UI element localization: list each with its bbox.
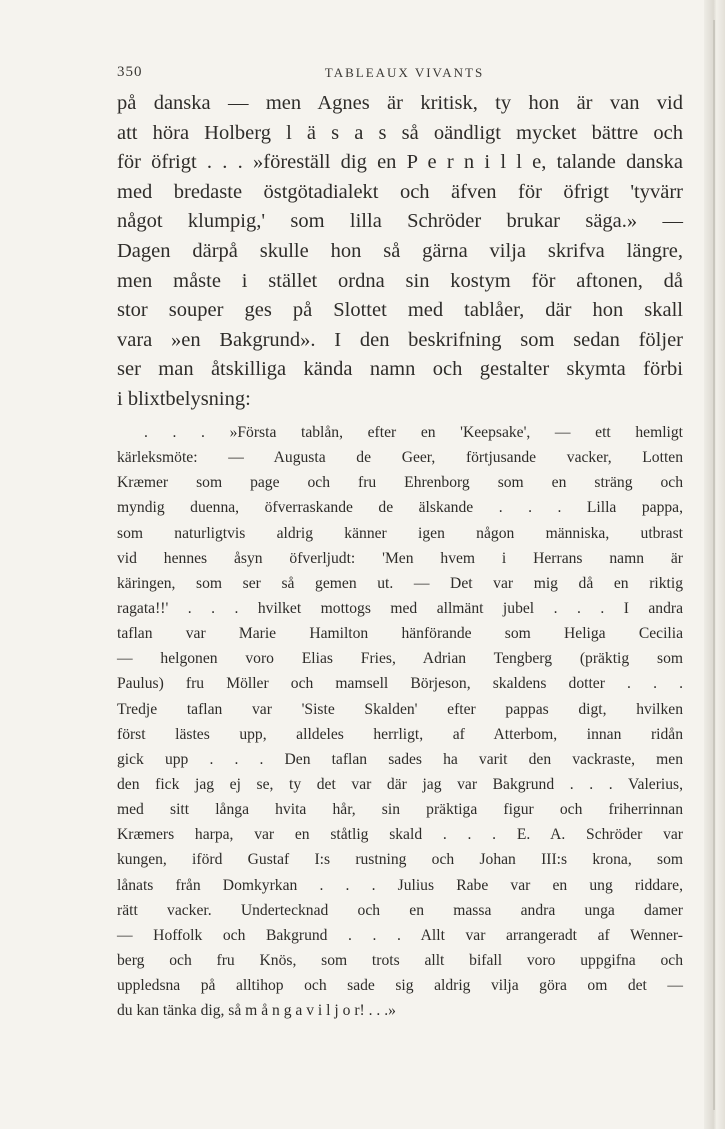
page-header [117,64,680,84]
text-line: vara »en Bakgrund». I den beskrifning som sedan följer [117,328,683,351]
text-line: att höra Holberg l ä s a s så oändligt mycket bättre och [117,121,683,144]
text-line: på danska — men Agnes är kritisk, ty hon är van vid [117,92,683,114]
quote-line: uppledsna på alltihop och sade sig aldrig vilja göra om det — [117,977,683,995]
quote-line: du kan tänka dig, så m å n g a v i l j o r! . . .» [117,1002,396,1020]
quote-line: kungen, iförd Gustaf I:s rustning och Johan III:s krona, som [117,851,683,869]
quote-line: den fick jag ej se, ty det var där jag var Bakgrund . . . Valerius, [117,775,683,793]
quote-line: Kræmers harpa, var en ståtlig skald . . . E. A. Schröder var [117,826,683,844]
quote-line: med sitt långa hvita hår, sin präktiga figur och friherrinnan [117,801,683,819]
page-edge-line [713,20,715,1110]
quote-line: berg och fru Knös, som trots allt bifall voro uppgifna och [117,951,683,969]
quote-line: gick upp . . . Den taflan sades ha varit den vackraste, men [117,750,683,768]
text-line: Dagen därpå skulle hon så gärna vilja skrifva längre, [117,239,683,262]
text-line: i blixtbelysning: [117,387,251,410]
quote-line: — Hoffolk och Bakgrund . . . Allt var arrangeradt af Wenner- [117,926,683,944]
quote-line: Tredje taflan var 'Siste Skalden' efter pappas digt, hvilken [117,700,683,718]
quote-line: som naturligtvis aldrig känner igen någon människa, utbrast [117,524,683,542]
quote-line: Kræmer som page och fru Ehrenborg som en sträng och [117,474,683,492]
quote-line: ragata!!' . . . hvilket mottogs med allmänt jubel . . . I andra [117,599,683,617]
quoted-letter [117,420,683,1023]
quote-line: lånats från Domkyrkan . . . Julius Rabe var en ung riddare, [117,876,683,894]
main-text [117,89,683,415]
quote-line: rätt vacker. Undertecknad och en massa andra unga damer [117,901,683,919]
quote-line: myndig duenna, öfverraskande de älskande . . . Lilla pappa, [117,499,683,517]
quote-line: käringen, som ser så gemen ut. — Det var mig då en riktig [117,574,683,592]
quote-line: Paulus) fru Möller och mamsell Börjeson, skaldens dotter . . . [117,675,683,693]
text-line: ser man åtskilliga kända namn och gestalter skymta förbi [117,358,683,381]
page-number: 350 [117,64,143,80]
quote-line: . . . »Första tablån, efter en 'Keepsake', — ett hemligt [144,424,683,441]
quote-line: taflan var Marie Hamilton hänförande som Heliga Cecilia [117,625,683,643]
text-line: stor souper ges på Slottet med tablåer, där hon skall [117,299,683,322]
running-title: TABLEAUX VIVANTS [324,65,485,80]
text-line: med bredaste östgötadialekt och äfven för öfrigt 'tyvärr [117,180,683,203]
quote-line: kärleksmöte: — Augusta de Geer, förtjusande vacker, Lotten [117,449,683,467]
quote-line: först lästes upp, alldeles herrligt, af Atterbom, innan ridån [117,725,683,743]
text-line: men måste i stället ordna sin kostym för aftonen, då [117,269,683,292]
quote-line: — helgonen voro Elias Fries, Adrian Tengberg (präktig som [117,650,683,668]
text-line: för öfrigt . . . »föreställ dig en P e r n i l l e, talande danska [117,151,683,174]
text-line: något klumpig,' som lilla Schröder brukar säga.» — [117,210,683,233]
quote-line: vid hennes åsyn öfverljudt: 'Men hvem i Herrans namn är [117,549,683,567]
